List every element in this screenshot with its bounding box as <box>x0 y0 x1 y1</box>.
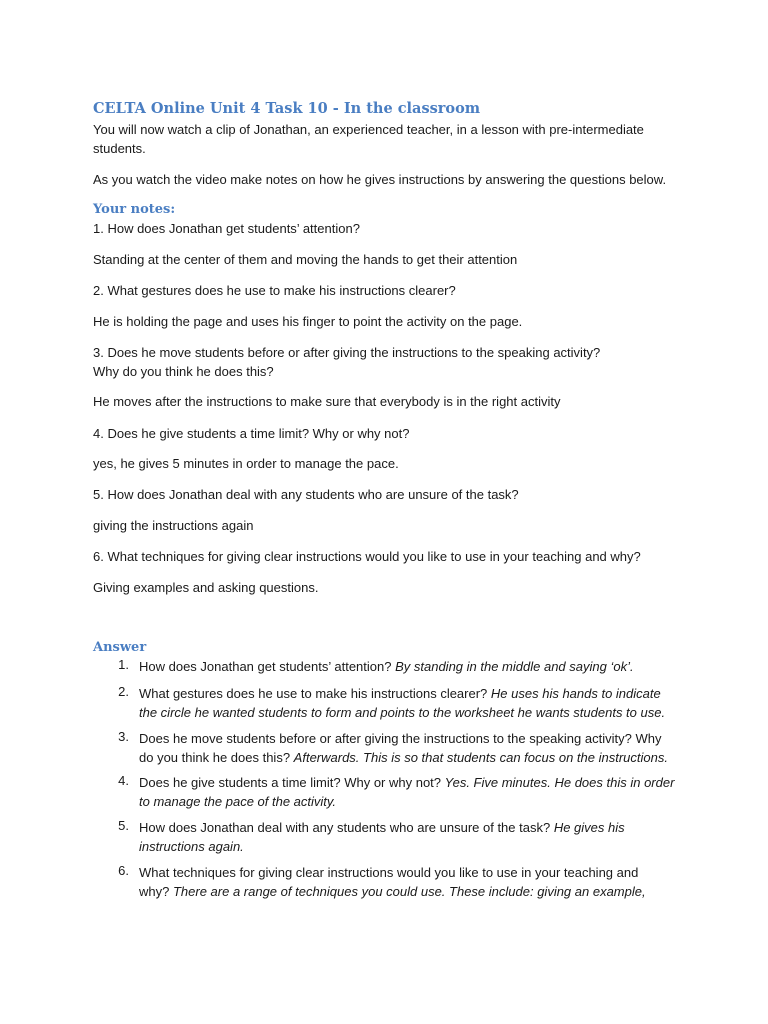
answer-italic-line-2: instructions again. <box>139 839 244 854</box>
list-number: 3. <box>118 729 129 744</box>
intro-paragraph-line-1: You will now watch a clip of Jonathan, an experienced teacher, in a lesson with pre-intermediate <box>93 122 644 137</box>
list-number: 6. <box>118 863 129 878</box>
notes-answer-3: He moves after the instructions to make sure that everybody is in the right activity <box>93 394 561 409</box>
question-text: What gestures does he use to make his instructions clearer? <box>139 686 491 701</box>
intro-paragraph-line-2: students. <box>93 141 146 156</box>
list-number: 2. <box>118 684 129 699</box>
list-number: 5. <box>118 818 129 833</box>
question-text: Does he move students before or after giving the instructions to the speaking activity? Why <box>139 731 662 746</box>
answer-text <box>139 684 679 722</box>
answer-italic: Yes. Five minutes. He does this in order <box>444 775 675 790</box>
answer-text <box>139 729 679 767</box>
notes-answer-4: yes, he gives 5 minutes in order to manage the pace. <box>93 456 399 471</box>
answer-italic-line-2: to manage the pace of the activity. <box>139 794 337 809</box>
notes-question-2: 2. What gestures does he use to make his instructions clearer? <box>93 283 456 298</box>
answer-italic: By standing in the middle and saying ‘ok’. <box>395 659 634 674</box>
answer-text <box>139 773 679 811</box>
notes-question-3: 3. Does he move students before or after giving the instructions to the speaking activity? <box>93 345 601 360</box>
question-text: How does Jonathan get students’ attention? <box>139 659 396 674</box>
question-text: How does Jonathan deal with any students who are unsure of the task? <box>139 820 554 835</box>
notes-question-4: 4. Does he give students a time limit? Why or why not? <box>93 426 410 441</box>
question-text: What techniques for giving clear instructions would you like to use in your teaching and <box>139 865 639 880</box>
notes-question-5: 5. How does Jonathan deal with any students who are unsure of the task? <box>93 487 519 502</box>
answer-italic: He uses his hands to indicate <box>490 686 661 701</box>
answer-text <box>139 818 679 856</box>
notes-answer-1: Standing at the center of them and moving the hands to get their attention <box>93 252 518 267</box>
notes-answer-2: He is holding the page and uses his finger to point the activity on the page. <box>93 314 523 329</box>
answer-text <box>139 657 679 676</box>
answer-italic: Afterwards. This is so that students can focus on the instructions. <box>293 750 668 765</box>
answer-italic: He gives his <box>553 820 625 835</box>
list-number: 4. <box>118 773 129 788</box>
answer-italic-line-2: the circle he wanted students to form and points to the worksheet he wants students to use. <box>139 705 666 720</box>
document-title: CELTA Online Unit 4 Task 10 - In the classroom <box>93 100 481 117</box>
notes-question-3-line-2: Why do you think he does this? <box>93 364 274 379</box>
instructions-paragraph: As you watch the video make notes on how he gives instructions by answering the questions below. <box>93 172 667 187</box>
question-text-line-2: why? <box>139 884 173 899</box>
answer-text <box>139 863 679 901</box>
notes-question-1: 1. How does Jonathan get students’ attention? <box>93 221 360 236</box>
question-text: Does he give students a time limit? Why or why not? <box>139 775 445 790</box>
answer-heading: Answer <box>93 640 147 655</box>
question-text-line-2: do you think he does this? <box>139 750 294 765</box>
notes-heading: Your notes: <box>93 202 176 217</box>
notes-question-6: 6. What techniques for giving clear instructions would you like to use in your teaching and why? <box>93 549 641 564</box>
notes-answer-5: giving the instructions again <box>93 518 254 533</box>
list-number: 1. <box>118 657 129 672</box>
answer-italic: There are a range of techniques you could use. These include: giving an example, <box>172 884 646 899</box>
notes-answer-6: Giving examples and asking questions. <box>93 580 319 595</box>
